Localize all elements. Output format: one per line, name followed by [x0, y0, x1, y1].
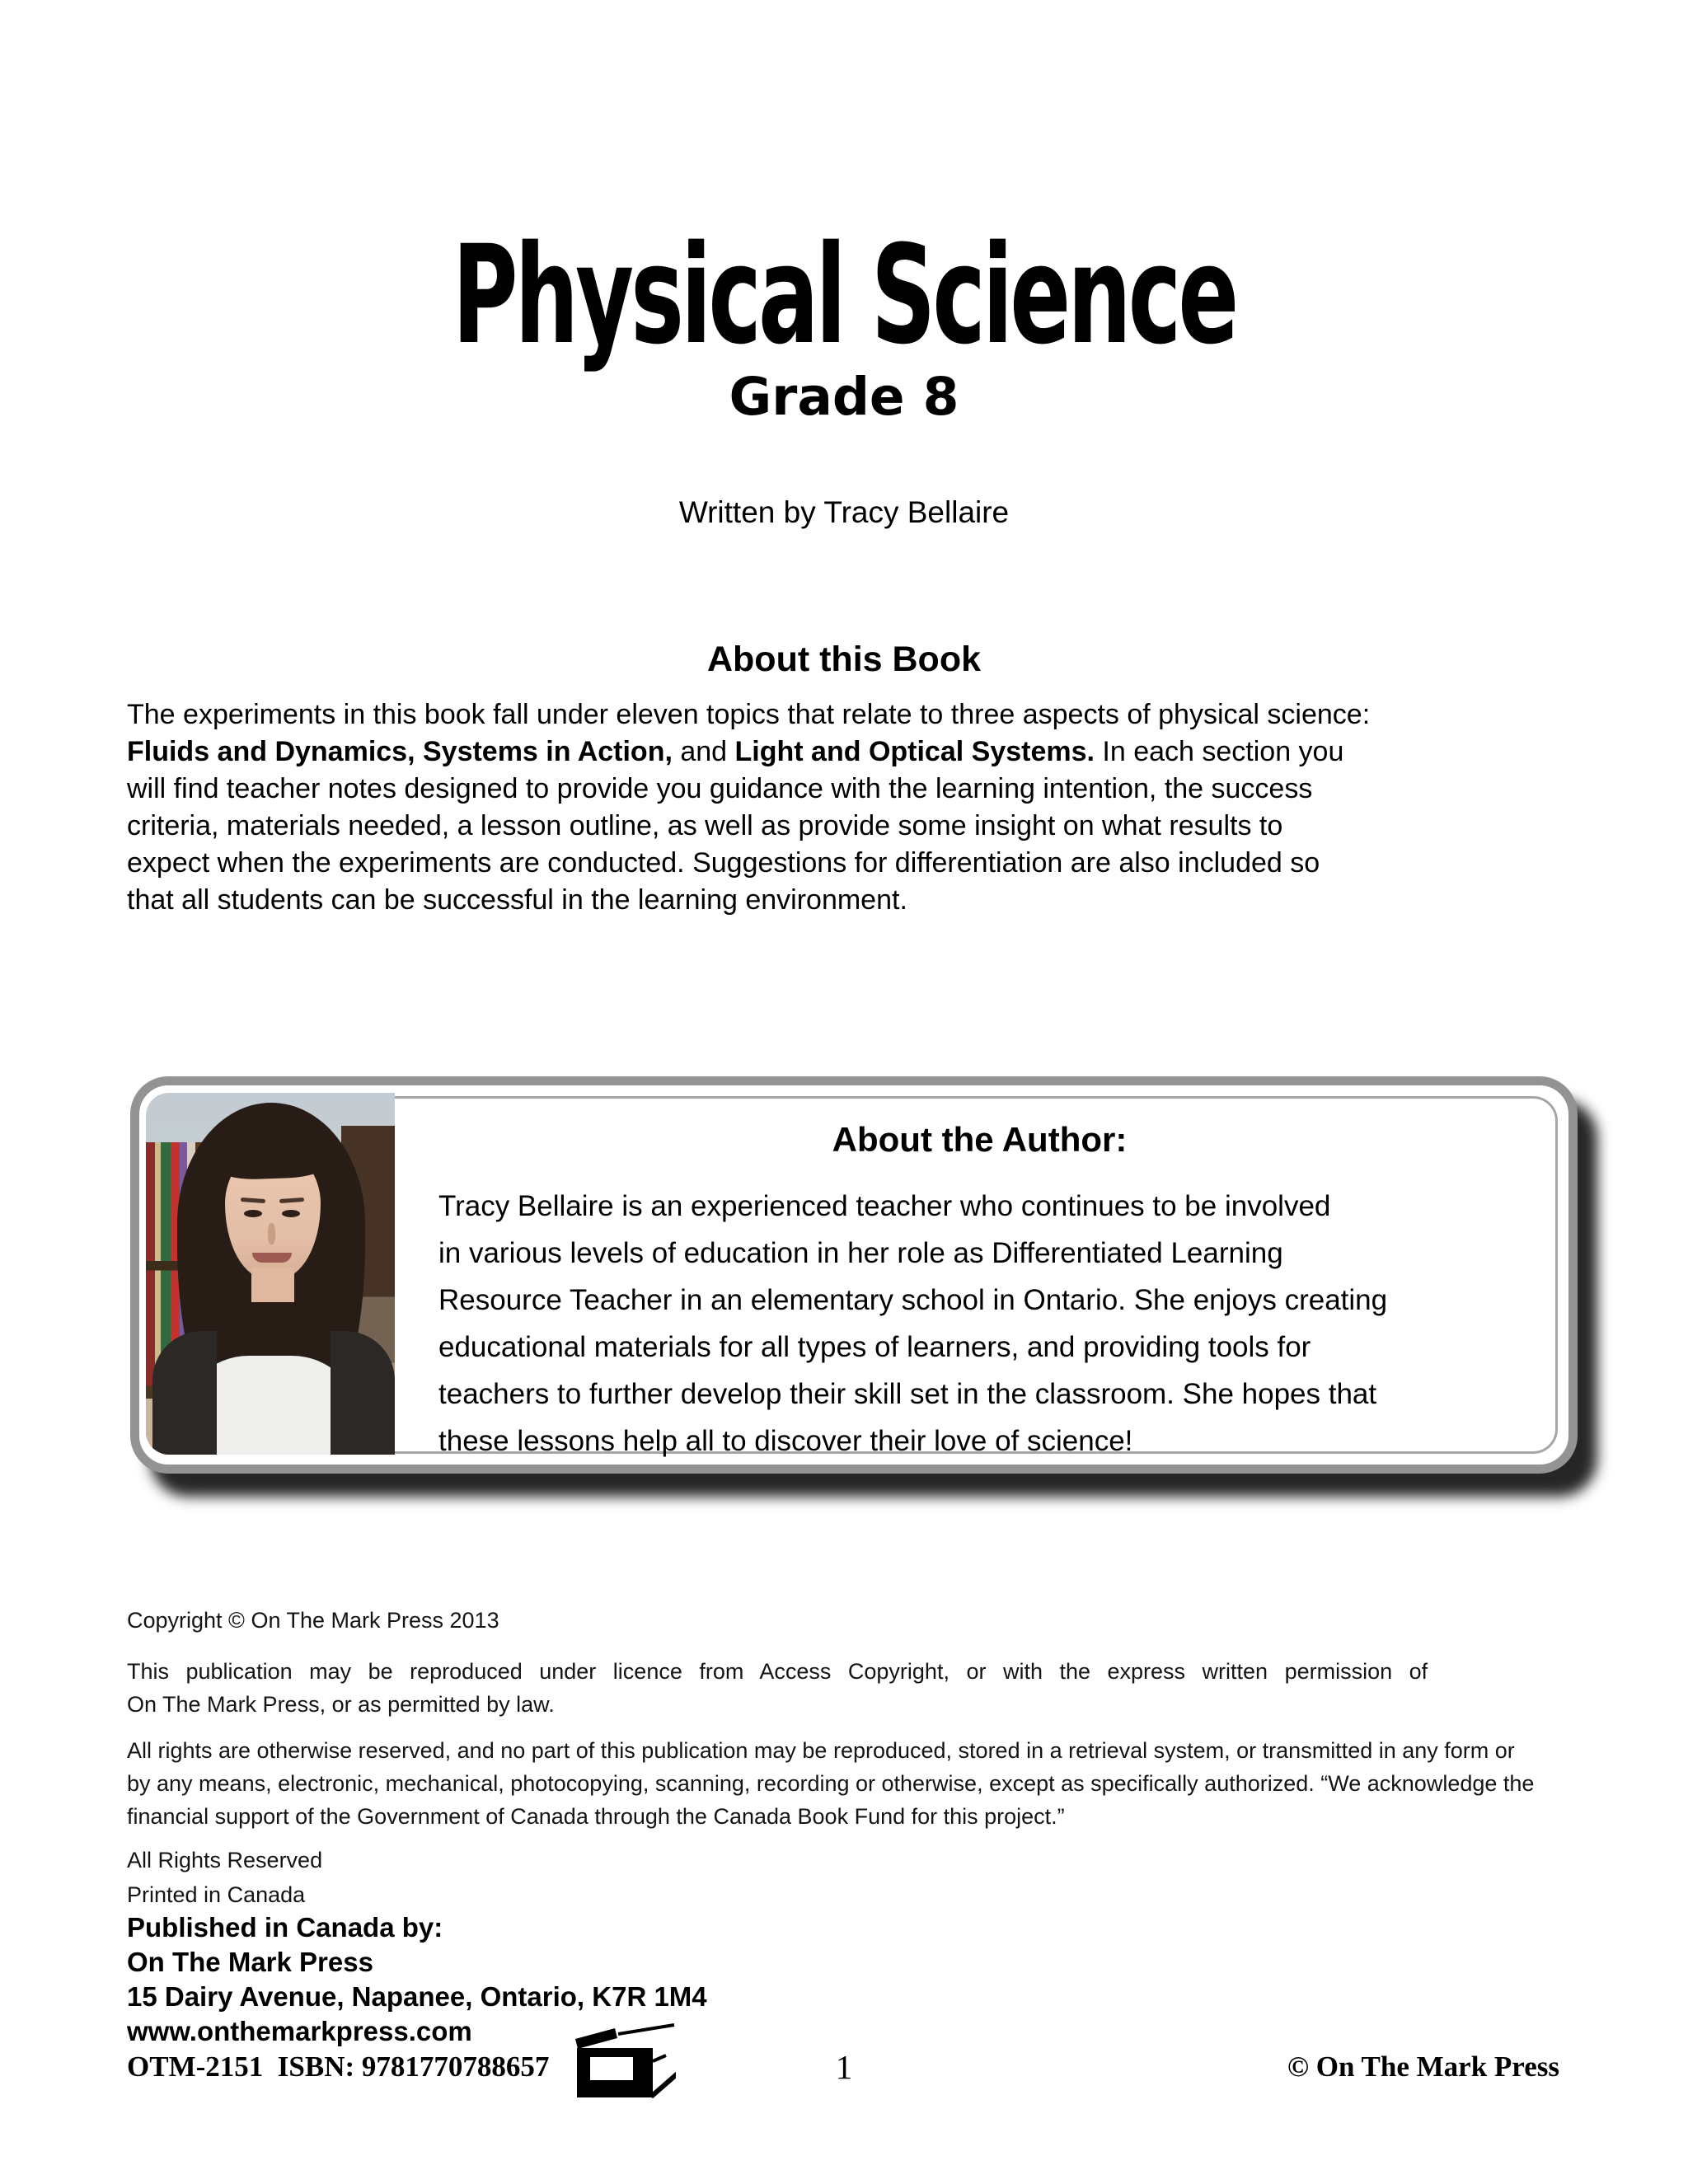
author-eye	[282, 1210, 300, 1217]
author-line: these lessons help all to discover their love of science!	[438, 1425, 1133, 1457]
about-book-line: will find teacher notes designed to provide you guidance with the learning intention, the success	[127, 773, 1313, 804]
author-line: Tracy Bellaire is an experienced teacher who continues to be involved	[438, 1190, 1331, 1222]
author-eye	[244, 1210, 262, 1217]
about-author-paragraph	[438, 1183, 1544, 1465]
about-author-heading: About the Author:	[832, 1120, 1128, 1159]
author-nose	[268, 1223, 275, 1244]
about-author-box	[130, 1076, 1578, 1474]
about-book-line	[127, 733, 1563, 771]
byline: Written by Tracy Bellaire	[678, 495, 1010, 529]
footer-copyright: © On The Mark Press	[1287, 2050, 1559, 2083]
about-book-heading: About this Book	[706, 640, 981, 679]
page-number: 1	[835, 2048, 853, 2086]
printed-in-canada: Printed in Canada	[127, 1882, 306, 1907]
licence-line: On The Mark Press, or as permitted by law.	[127, 1692, 555, 1717]
author-line: in various levels of education in her role as Differentiated Learning	[438, 1237, 1283, 1269]
about-book-line-tail: In each section you	[1094, 736, 1344, 767]
publisher-block	[127, 1910, 1563, 2049]
published-in-canada-by: Published in Canada by:	[127, 1912, 443, 1943]
all-rights-reserved-block	[127, 1843, 1563, 1912]
author-line: teachers to further develop their skill set in the classroom. She hopes that	[438, 1378, 1377, 1410]
page-subtitle: Grade 8	[729, 367, 959, 427]
publisher-name: On The Mark Press	[127, 1947, 373, 1977]
licence-line: This publication may be reproduced under licence from Access Copyright, or with the express written permission of	[127, 1659, 1428, 1684]
author-neck	[251, 1268, 294, 1302]
about-book-line: expect when the experiments are conducted. Suggestions for differentiation are also included so	[127, 847, 1320, 879]
rights-line: by any means, electronic, mechanical, photocopying, scanning, recording or otherwise, except as specifically authorized. “We acknowledge the	[127, 1771, 1535, 1796]
copyright-line: Copyright © On The Mark Press 2013	[127, 1608, 499, 1633]
author-line: educational materials for all types of learners, and providing tools for	[438, 1331, 1311, 1363]
product-code-isbn: OTM-2151 ISBN: 9781770788657	[127, 2050, 550, 2083]
about-book-line: The experiments in this book fall under eleven topics that relate to three aspects of physical science:	[127, 699, 1371, 730]
rights-line: All rights are otherwise reserved, and no part of this publication may be reproduced, stored in a retrieval system, or transmitted in any form or	[127, 1738, 1515, 1763]
about-book-line: criteria, materials needed, a lesson outline, as well as provide some insight on what results to	[127, 810, 1283, 841]
author-line: Resource Teacher in an elementary school in Ontario. She enjoys creating	[438, 1284, 1388, 1316]
licence-paragraph	[127, 1655, 1563, 1721]
author-portrait-photo	[146, 1093, 395, 1455]
topic-bold-2: Light and Optical Systems.	[734, 736, 1095, 767]
rights-line: financial support of the Government of Canada through the Canada Book Fund for this project.”	[127, 1804, 1065, 1829]
page-title: Physical Science	[452, 216, 1236, 374]
about-book-line: that all students can be successful in the learning environment.	[127, 884, 907, 916]
author-mouth	[252, 1253, 292, 1263]
all-rights-reserved: All Rights Reserved	[127, 1848, 323, 1872]
rights-paragraph	[127, 1734, 1563, 1833]
author-cardigan	[152, 1331, 217, 1455]
topic-connector: and	[672, 736, 735, 767]
publisher-address: 15 Dairy Avenue, Napanee, Ontario, K7R 1M4	[127, 1981, 707, 2012]
publisher-website: www.onthemarkpress.com	[127, 2016, 472, 2046]
topic-bold-1: Fluids and Dynamics, Systems in Action,	[127, 736, 673, 767]
about-book-paragraph	[127, 696, 1563, 919]
